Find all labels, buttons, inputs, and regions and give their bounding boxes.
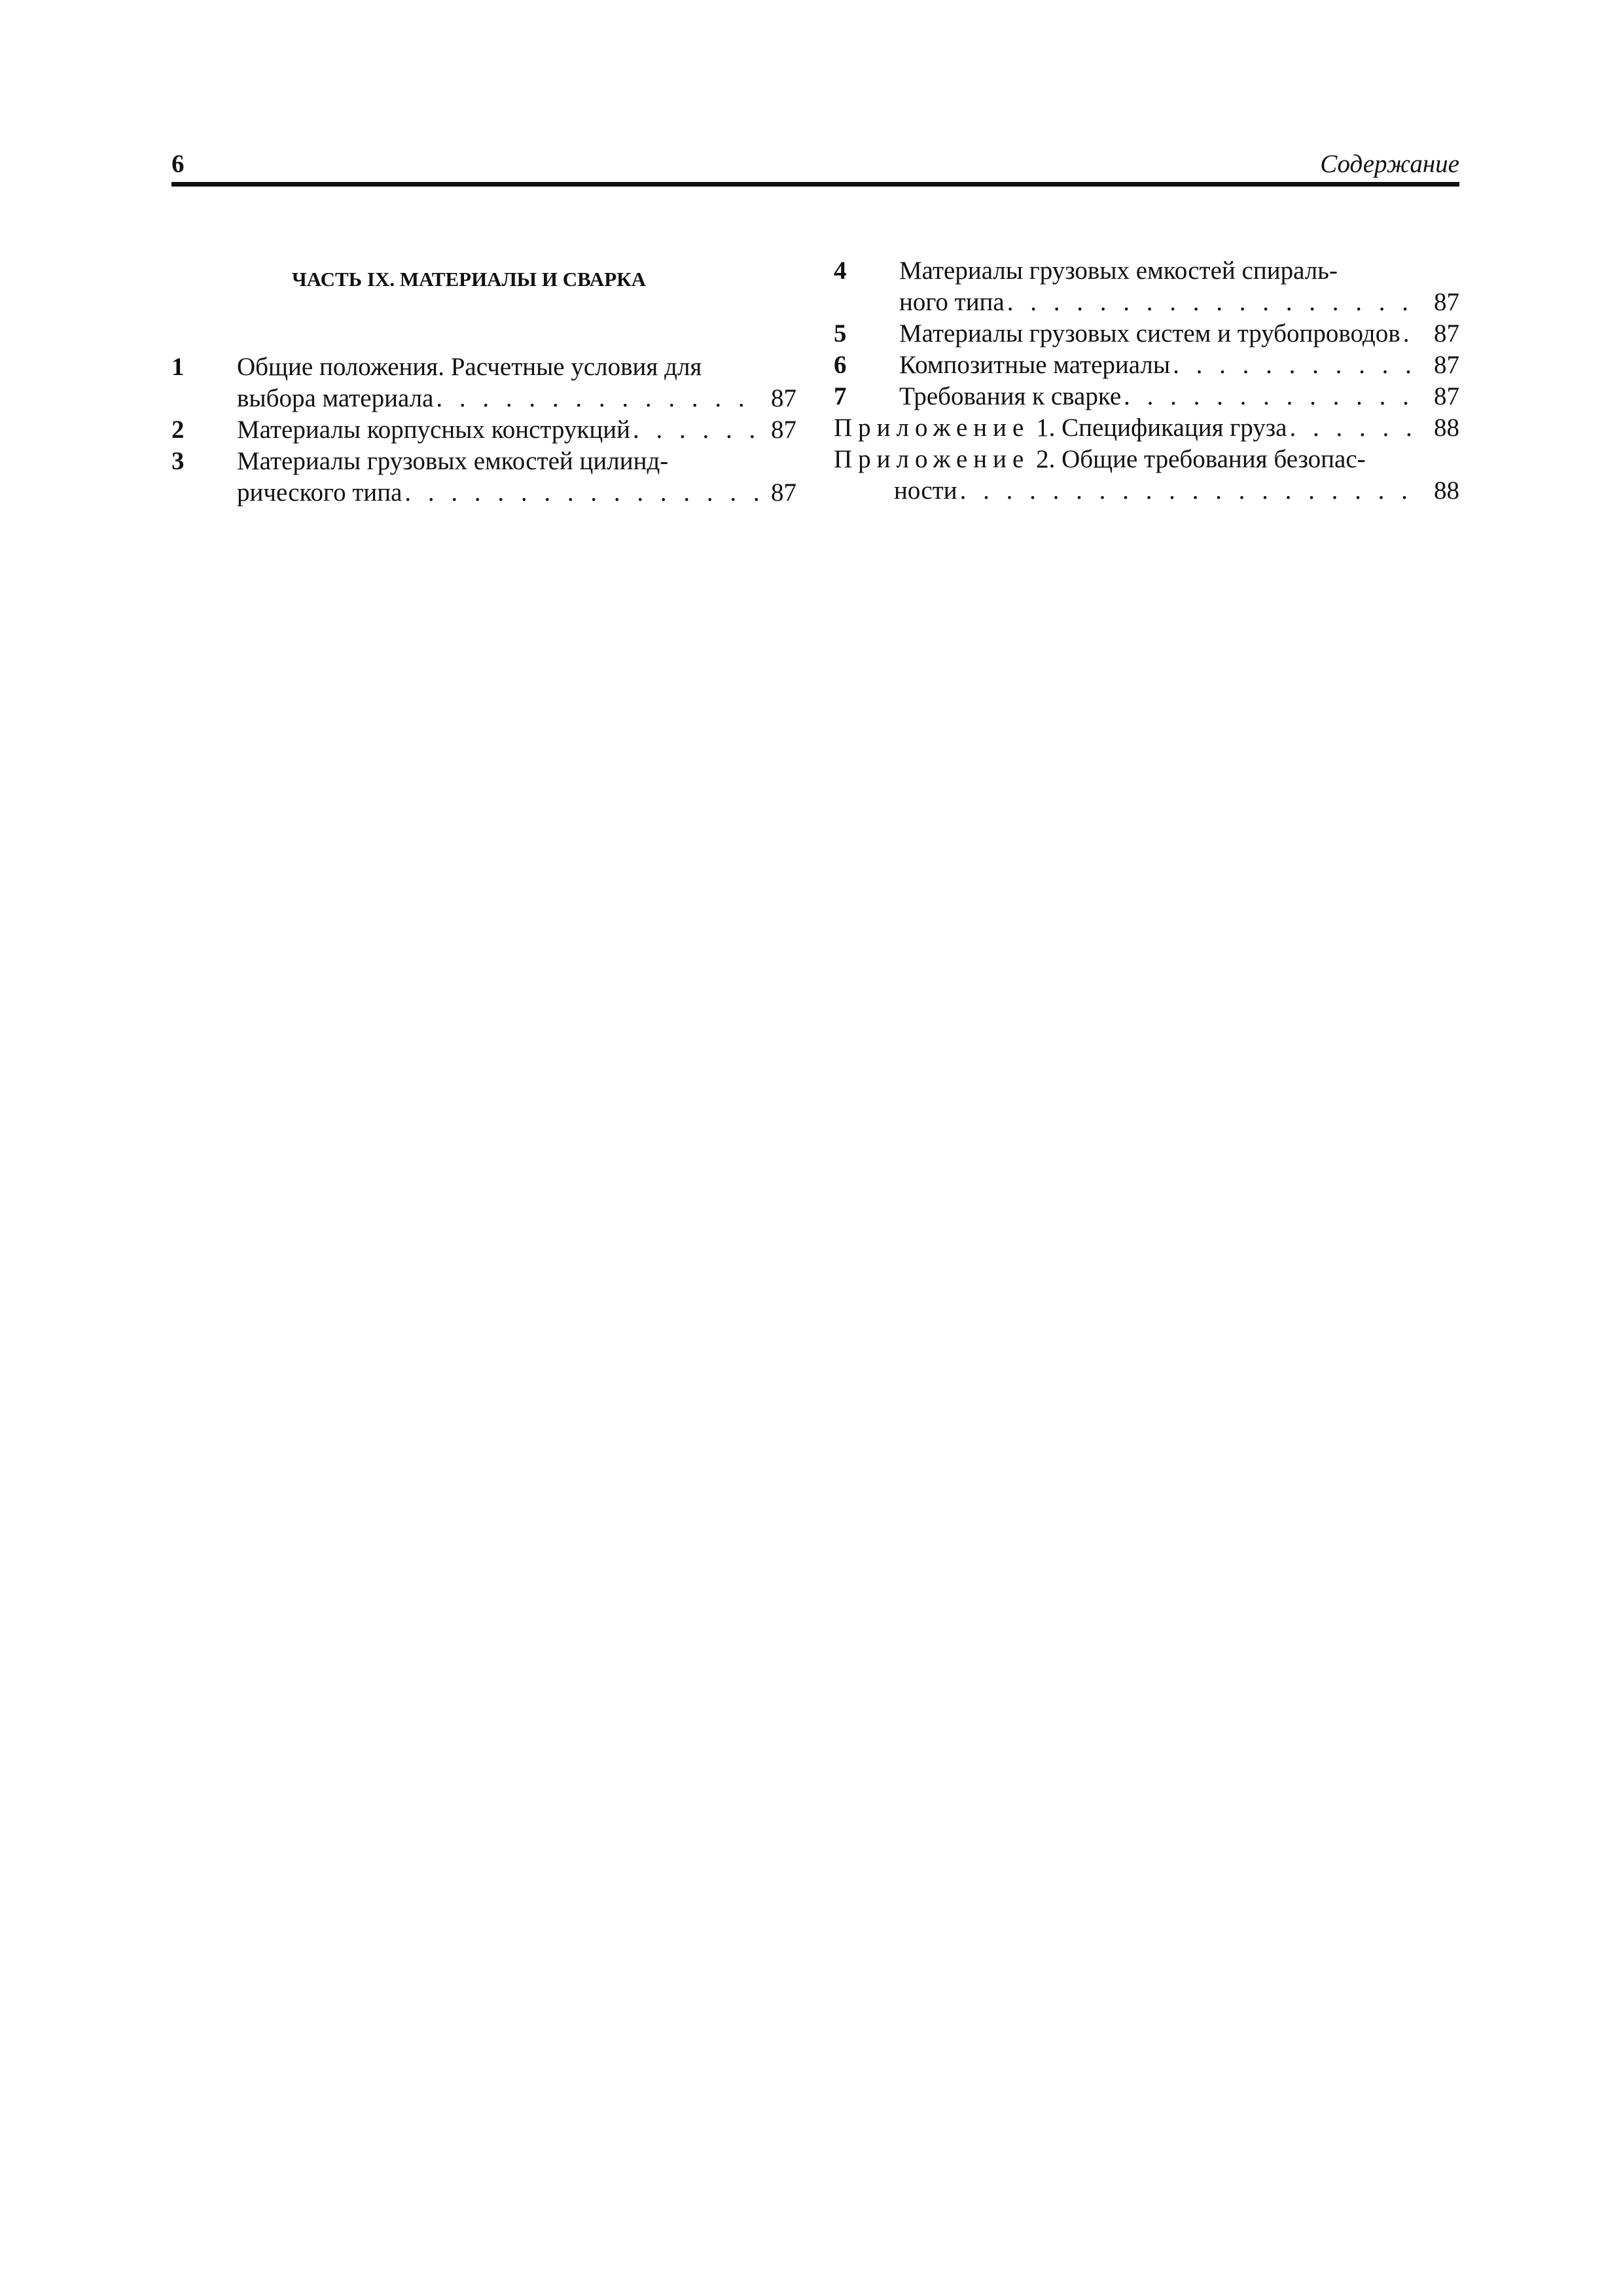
toc-entry-title: Материалы грузовых емкостей спираль- — [899, 257, 1338, 285]
toc-entry-title: Материалы грузовых систем и трубопроводов — [899, 319, 1400, 348]
toc-entry-page: 87 — [1434, 288, 1459, 316]
toc-entry-number: 6 — [834, 351, 847, 379]
page-header — [171, 139, 1459, 187]
dot-leader — [960, 475, 1424, 507]
dot-leader — [633, 414, 761, 446]
page-number: 6 — [171, 150, 185, 178]
dot-leader — [1289, 412, 1424, 444]
dot-leader — [1007, 287, 1424, 318]
dot-leader — [1403, 318, 1424, 350]
toc-entry-title-continued: ного типа — [899, 288, 1005, 316]
toc-entry[interactable] — [171, 351, 796, 414]
toc-entry-page: 87 — [771, 384, 796, 412]
running-title: Содержание — [1320, 150, 1459, 178]
toc-entry-number: 7 — [834, 382, 847, 410]
toc-entry[interactable] — [834, 255, 1459, 318]
toc-entry-page: 88 — [1434, 476, 1459, 505]
toc-right-column — [834, 255, 1459, 507]
part-title: ЧАСТЬ IX. МАТЕРИАЛЫ И СВАРКА — [292, 268, 647, 291]
toc-entry[interactable] — [834, 318, 1459, 350]
appendix-title: 2. Общие требования безопас- — [1029, 445, 1366, 473]
toc-entry-number: 1 — [171, 353, 185, 381]
toc-entry-title: Материалы корпусных конструкций — [237, 416, 630, 444]
toc-entry-number: 4 — [834, 257, 847, 285]
dot-leader — [1173, 350, 1424, 381]
toc-entry[interactable] — [171, 446, 796, 509]
toc-entry[interactable] — [171, 414, 796, 446]
toc-entry[interactable] — [834, 350, 1459, 381]
toc-entry-page: 87 — [1434, 382, 1459, 410]
appendix-title-continued: ности — [894, 476, 957, 505]
dot-leader — [404, 477, 761, 509]
appendix-label: Приложение — [834, 445, 1030, 473]
appendix-label: Приложение — [834, 414, 1030, 442]
toc-entry-page: 88 — [1434, 414, 1459, 442]
toc-entry-title: Композитные материалы — [899, 351, 1171, 379]
toc-appendix-entry[interactable] — [834, 412, 1459, 444]
toc-entry-page: 87 — [1434, 319, 1459, 348]
toc-entry-number: 5 — [834, 319, 847, 348]
toc-left-column — [171, 351, 796, 509]
toc-entry-number: 2 — [171, 416, 185, 444]
toc-entry-title: Требования к сварке — [899, 382, 1122, 410]
dot-leader — [436, 383, 761, 414]
appendix-title: 1. Спецификация груза — [1029, 414, 1287, 442]
toc-entry-title-continued: рического типа — [237, 478, 402, 507]
toc-entry-title-continued: выбора материала — [237, 384, 434, 412]
toc-entry-number: 3 — [171, 447, 185, 475]
toc-entry-page: 87 — [771, 478, 796, 507]
toc-entry-page: 87 — [771, 416, 796, 444]
toc-entry-title: Материалы грузовых емкостей цилинд- — [237, 447, 669, 475]
toc-entry-title: Общие положения. Расчетные условия для — [237, 353, 702, 381]
toc-entry-page: 87 — [1434, 351, 1459, 379]
toc-appendix-entry[interactable] — [834, 444, 1459, 507]
toc-entry[interactable] — [834, 381, 1459, 412]
dot-leader — [1124, 381, 1424, 412]
